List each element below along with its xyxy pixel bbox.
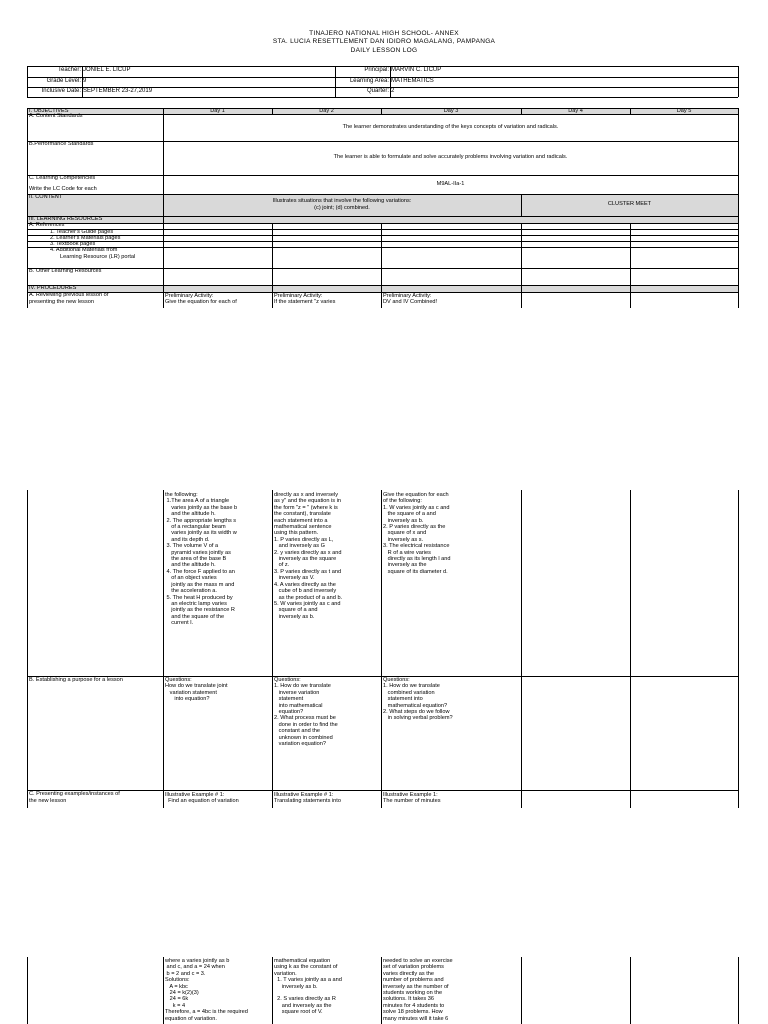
day-3-purpose: Questions: 1. How do we translate combined variation statement into mathematical equation? 2. What steps do we follow in solving verbal problem? [383, 677, 453, 722]
procedures-heading: IV. PROCEDURES [29, 285, 77, 291]
day-3-header: Day 3 [443, 108, 459, 114]
ref-item-4: 4. Additional Materials from [50, 247, 118, 253]
grade-value: 9 [83, 78, 87, 84]
teacher-label: Teacher: [57, 67, 81, 73]
ref-item-3: 3. Textbook pages [50, 241, 96, 247]
day-2-review-top: Preliminary Activity: If the statement "z varies [274, 293, 336, 306]
school-name: TINAJERO NATIONAL HIGH SCHOOL- ANNEX [309, 30, 459, 37]
resources-heading: III. LEARNING RESOURCES [29, 216, 103, 222]
content-text-2: (c) joint; (d) combined. [314, 205, 370, 211]
day-1-review-top: Preliminary Activity: Give the equation for each of [165, 293, 237, 306]
dates-label: Inclusive Date: [41, 88, 81, 94]
performance-standards-text: The learner is able to formulate and solve accurately problems involving variation and radicals. [333, 154, 568, 160]
day-2-example: mathematical equation using k as the constant of variation. 1. T varies jointly as a and inversely as b. 2. S varies directly as R and inversely as the square root of V. [274, 958, 342, 1016]
presenting-label-2: the new lesson [29, 798, 67, 804]
day-1-review: the following: 1.The area A of a triangle varies jointly as the base b and the altitude h. 2. The appropriate lengths s of a rectangular beam varies jointly as its width w and its depth d. 3. The volume V of a pyramid varies jointly as the area of the base B and the altitude h. 4. The force F applied to an of an object varies jointly as the mass m and the acceleration a. 5. The heat H produced by an electric lamp varies jointly as the resistance R and the square of the current I. [165, 492, 238, 627]
area-value: MATHEMATICS [391, 78, 434, 84]
content-standards-text: The learner demonstrates understanding of the keys concepts of variation and radicals. [342, 124, 559, 130]
teacher-value: JONIEL E. LICUP [83, 67, 131, 73]
ref-item-2: 2. Learner's Materials pages [50, 235, 121, 241]
day-4-header: Day 4 [568, 108, 583, 114]
presenting-label-1: C. Presenting examples/instances of [29, 791, 120, 797]
day-1-purpose: Questions: How do we translate joint variation statement into equation? [165, 677, 228, 703]
school-address: STA. LUCIA RESETTLEMENT DAN IDIDRO MAGALANG, PAMPANGA [272, 38, 496, 45]
quarter-value: 2 [391, 88, 395, 94]
day-2-review: directly as x and inversely as y" and the equation is in the form "z = " (where k is the constant), translate each statement into a mathematical sentence using this pattern. 1. P varies directly as L, and inversely as G 2. y varies directly as x and inversely as the square of z. 3. P varies directly as t and inversely as V. 4. A varies directly as the cube of b and inversely as the product of a and b. 5. W varies jointly as c and square of a and inversely as b. [274, 492, 343, 620]
other-resources-label: B. Other Learning Resources [29, 268, 102, 274]
day-3-review: Give the equation for each of the following: 1. W varies jointly as c and the square of a and inversely as b. 2. P varies directly as the square of x and inversely as s. 3. The electrical resistance R of a wire varies directly as its length l and inversely as the square of its diameter d. [383, 492, 451, 575]
competencies-label: C. Learning Competencies [29, 175, 96, 181]
day-3-review-top: Preliminary Activity: DV and IV Combined! [383, 293, 438, 306]
day-1-present: Illustrative Example # 1: Find an equation of variation [165, 792, 239, 805]
day-2-purpose: Questions: 1. How do we translate inverse variation statement into mathematical equation? 2. What process must be done in order to find the constant and the unknown in combined variation equation? [274, 677, 338, 748]
principal-label: Principal: [364, 67, 389, 73]
quarter-label: Quarter: [366, 88, 389, 94]
purpose-label: B. Establishing a purpose for a lesson [29, 677, 123, 683]
content-standards-label: A. Content Standards [29, 113, 83, 119]
day-3-example: needed to solve an exercise set of variation problems varies directly as the number of problems and inversely as the number of students working on the solutions. It takes 36 minutes for 4 students to solve 18 problems. How many minutes will it take 6 [383, 958, 453, 1022]
dates-value: SEPTEMBER 23-27,2019 [83, 88, 153, 94]
principal-value: MARVIN C. LICUP [391, 67, 442, 73]
document-title: DAILY LESSON LOG [350, 47, 418, 54]
day-2-header: Day 2 [319, 108, 334, 114]
objectives-heading: I. OBJECTIVES [29, 108, 69, 114]
content-text-1: Illustrates situations that involve the following variations: [272, 198, 412, 204]
day-3-present: Illustrative Example 1: The number of minutes [383, 792, 441, 805]
reviewing-label-2: presenting the new lesson [29, 299, 94, 305]
performance-standards-label: B.Performance Standards [29, 141, 94, 147]
ref-item-1: 1. Teacher's Guide pages [50, 229, 114, 235]
area-label: Learning Area: [349, 78, 389, 84]
grade-label: Grade Level: [46, 78, 81, 84]
day-1-header: Day 1 [210, 108, 225, 114]
reviewing-label-1: A. Reviewing previous lesson or [29, 292, 109, 298]
ref-item-5: Learning Resource (LR) portal [60, 254, 136, 260]
lc-code-value: M9AL-IIa-1 [436, 181, 465, 187]
references-label: A. References [29, 222, 65, 228]
day-5-header: Day 5 [676, 108, 692, 114]
cluster-meet: CLUSTER MEET [607, 201, 652, 207]
lc-code-label: Write the LC Code for each [29, 186, 97, 192]
day-2-present: Illustrative Example # 1: Translating statements into [274, 792, 341, 805]
content-label: II. CONTENT [29, 194, 63, 200]
day-1-example: where a varies jointly as b and c, and a = 24 when b = 2 and c = 3. Solutions: A = kbc 24 = k(2)(3) 24 = 6k k = 4 Therefore, a = 4bc is the required equation of variation. [165, 958, 248, 1022]
